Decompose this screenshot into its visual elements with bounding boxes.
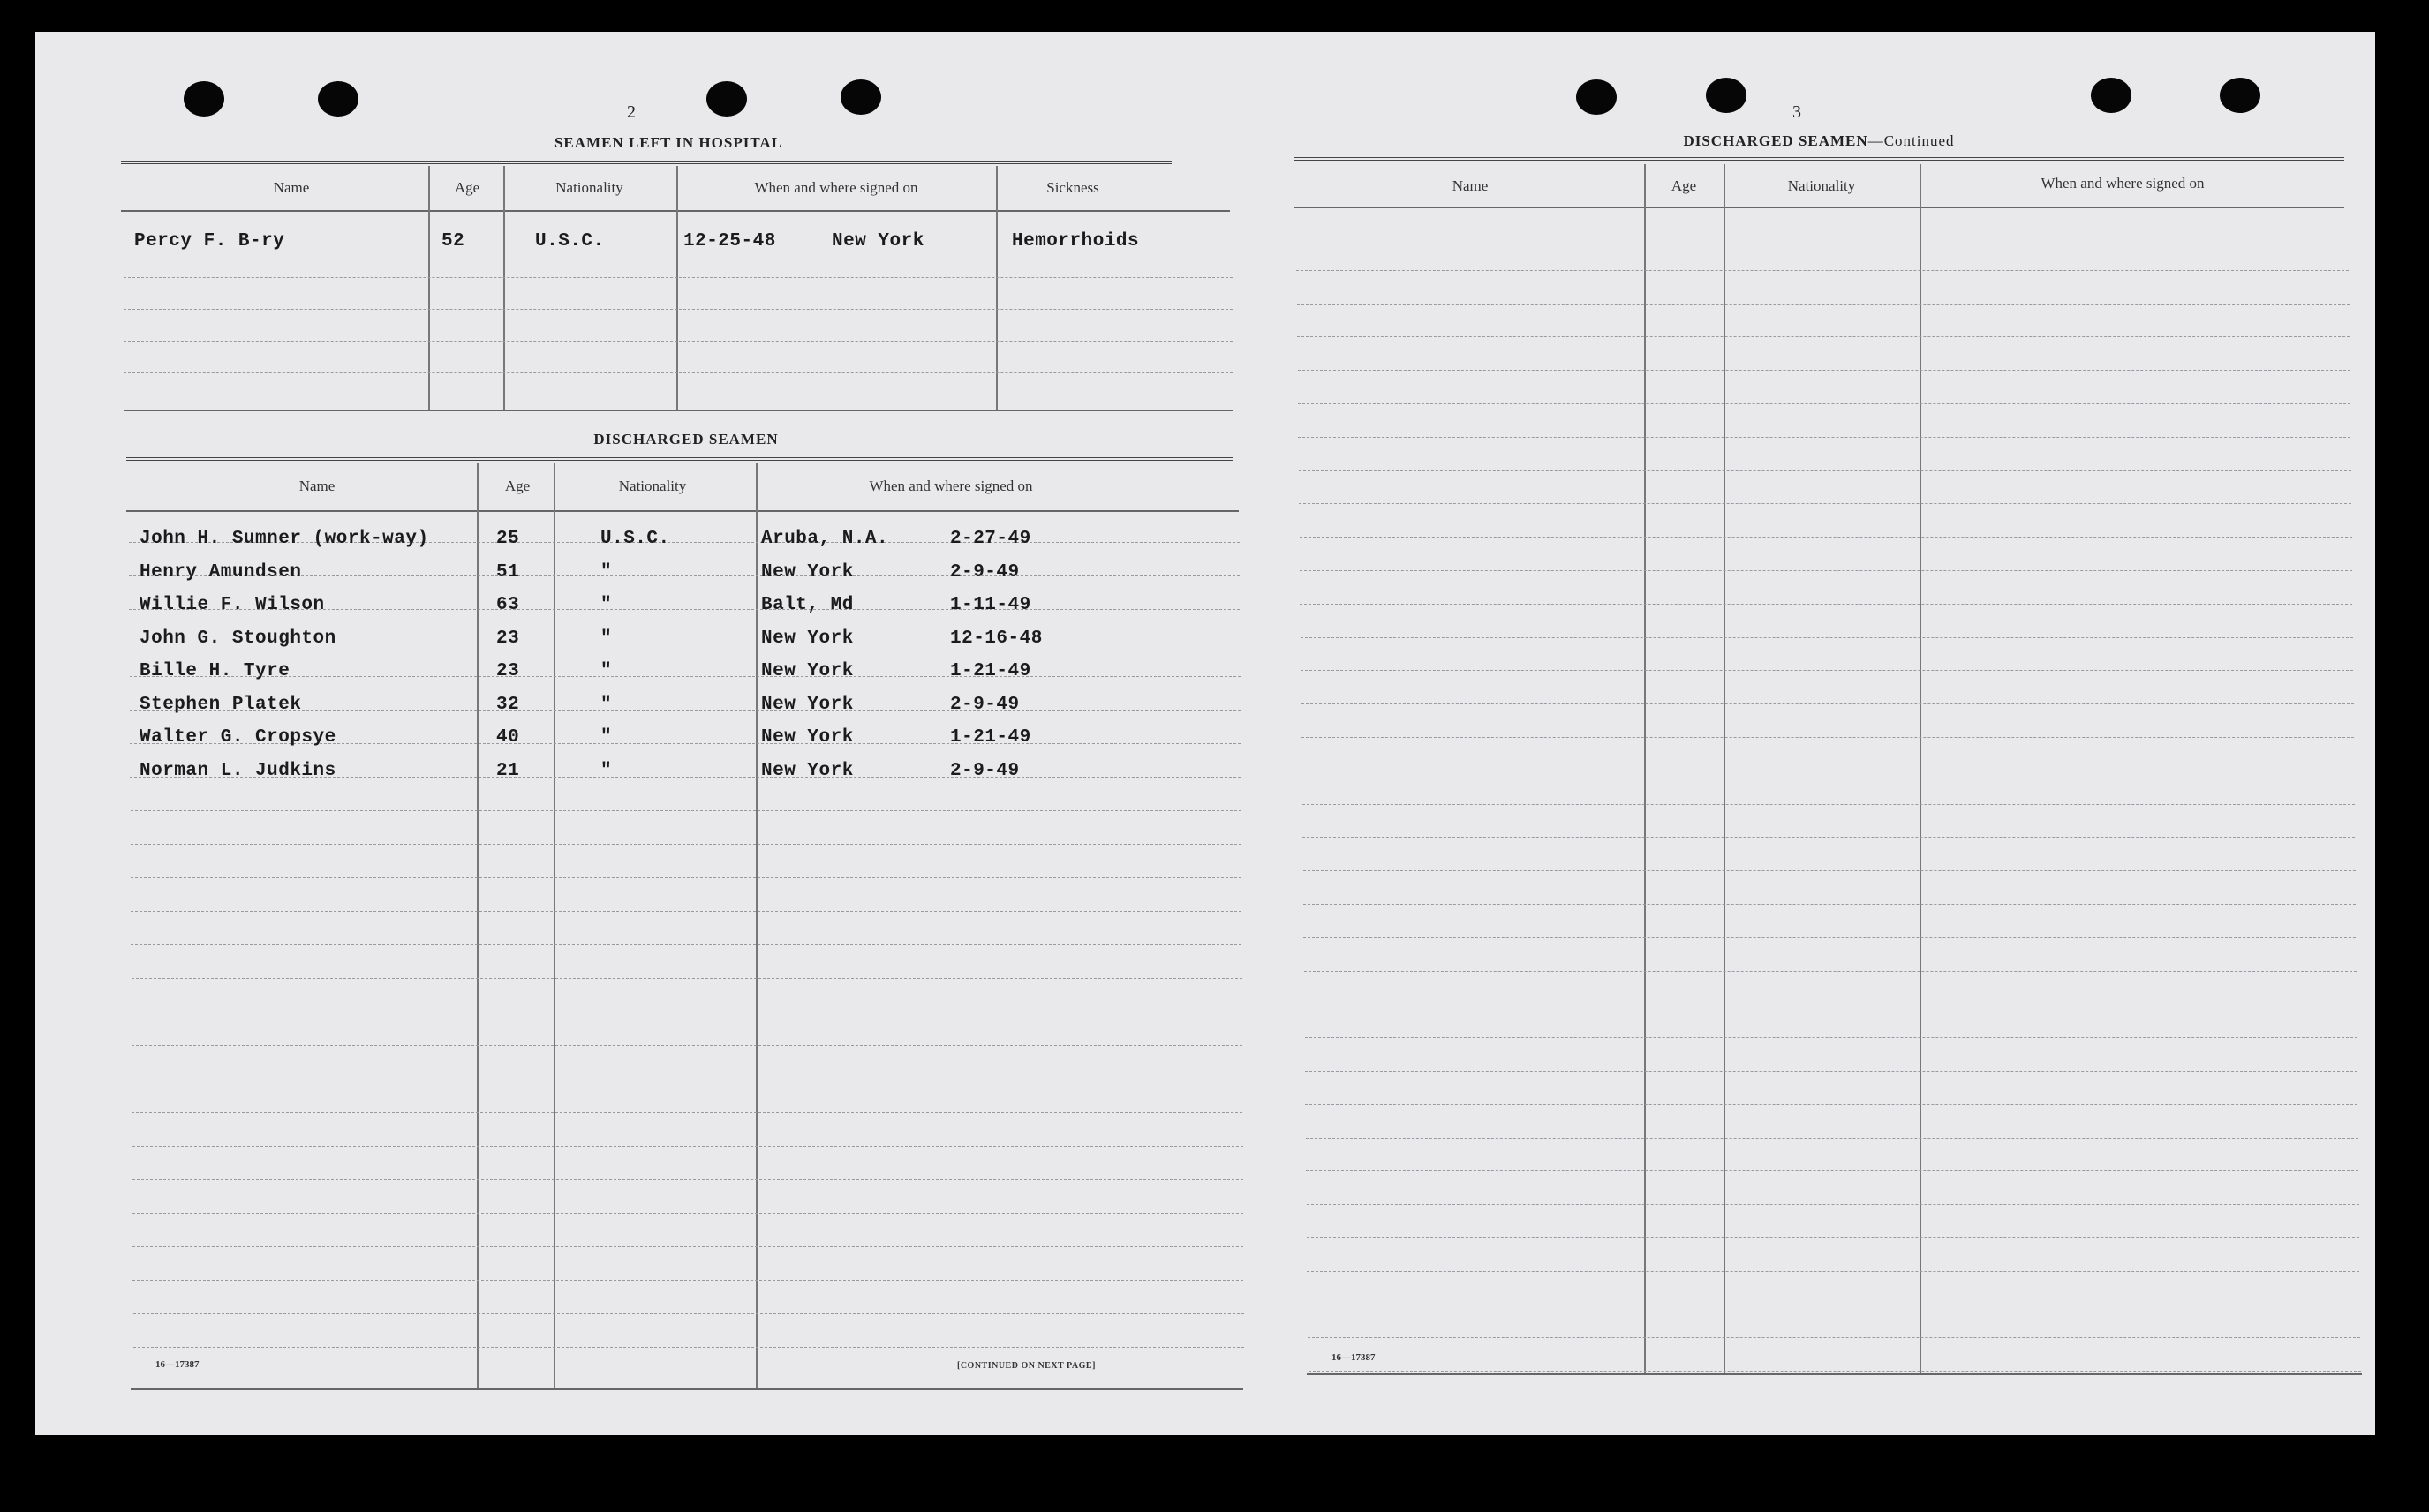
right-row-line [1298, 437, 2350, 438]
right-row-line [1306, 1170, 2358, 1171]
right-row-line [1303, 870, 2356, 871]
discharged-date: 2-27-49 [950, 529, 1031, 549]
hospital-date: 12-25-48 [683, 231, 776, 252]
discharged-date: 1-21-49 [950, 661, 1031, 681]
hospital-top-rule [121, 161, 1172, 164]
continued-note: [CONTINUED ON NEXT PAGE] [957, 1361, 1096, 1371]
hospital-section-title: SEAMEN LEFT IN HOSPITAL [554, 134, 783, 151]
discharged-name: John H. Sumner (work-way) [140, 529, 429, 549]
discharged-row-line [132, 1146, 1243, 1147]
discharged-place: New York [761, 561, 854, 583]
hospital-age: 52 [441, 231, 465, 252]
right-header-nationality: Nationality [1787, 177, 1856, 194]
right-row-line [1307, 1271, 2359, 1272]
discharged-nationality: U.S.C. [600, 529, 670, 549]
right-row-line [1301, 737, 2354, 738]
hospital-header-name: Name [273, 179, 310, 196]
discharged-age: 63 [496, 595, 520, 615]
discharged-age: 51 [496, 561, 520, 583]
discharged-section-title: DISCHARGED SEAMEN [593, 431, 779, 448]
discharged-age: 23 [496, 628, 520, 649]
hospital-header-age: Age [454, 179, 480, 196]
right-title-main: DISCHARGED SEAMEN [1683, 132, 1868, 149]
discharged-place: New York [761, 694, 854, 715]
discharged-place: New York [761, 727, 854, 748]
discharged-row-line [132, 1246, 1243, 1247]
right-top-rule [1294, 157, 2344, 161]
punch-hole [841, 79, 881, 115]
discharged-row-line [130, 676, 1241, 677]
right-section-title [1289, 132, 2349, 150]
discharged-row-line [133, 1313, 1244, 1314]
right-row-line [1299, 470, 2351, 471]
discharged-row-line [131, 944, 1241, 945]
discharged-name: Stephen Platek [140, 694, 302, 715]
discharged-name: Willie F. Wilson [140, 595, 325, 615]
right-row-line [1305, 1071, 2357, 1072]
right-row-line [1307, 1237, 2359, 1238]
discharged-col-divider [554, 463, 555, 1389]
discharged-col-divider [756, 463, 758, 1389]
right-row-line [1301, 703, 2354, 704]
right-row-line [1304, 971, 2357, 972]
hospital-header-nationality: Nationality [555, 179, 623, 196]
discharged-row-line [131, 810, 1241, 811]
right-row-line [1305, 1104, 2357, 1105]
right-row-line [1299, 503, 2351, 504]
discharged-col-divider [477, 463, 479, 1389]
hospital-header-sickness: Sickness [1046, 179, 1099, 196]
discharged-row-line [132, 1179, 1243, 1180]
discharged-date: 12-16-48 [950, 628, 1043, 649]
discharged-top-rule [126, 457, 1233, 461]
discharged-row-line [131, 877, 1241, 878]
discharged-name: Walter G. Cropsye [140, 727, 336, 748]
hospital-bottom-rule [124, 410, 1233, 411]
hospital-row-line [124, 309, 1233, 310]
hospital-nationality: U.S.C. [535, 231, 605, 252]
punch-hole [184, 81, 224, 117]
discharged-date: 1-21-49 [950, 727, 1031, 748]
right-row-line [1303, 904, 2356, 905]
discharged-nationality: " [600, 561, 613, 583]
right-header-name: Name [1452, 177, 1489, 194]
discharged-nationality: " [600, 760, 613, 781]
right-row-line [1300, 604, 2352, 605]
discharged-date: 1-11-49 [950, 595, 1031, 615]
right-row-line [1298, 403, 2350, 404]
form-number-right: 16—17387 [1331, 1352, 1376, 1363]
right-header-signed-on: When and where signed on [2041, 175, 2205, 192]
discharged-header-rule [126, 510, 1239, 512]
right-header-age: Age [1671, 177, 1697, 194]
discharged-nationality: " [600, 628, 613, 649]
discharged-nationality: " [600, 694, 613, 715]
discharged-nationality: " [600, 727, 613, 748]
hospital-header-rule [121, 210, 1230, 212]
hospital-row-line [124, 341, 1233, 342]
manifest-sheet [35, 32, 2375, 1435]
discharged-row-line [133, 1347, 1244, 1348]
right-col-divider [1920, 164, 1921, 1373]
discharged-name: Norman L. Judkins [140, 760, 336, 781]
right-col-divider [1724, 164, 1725, 1373]
discharged-nationality: " [600, 661, 613, 681]
punch-hole [2220, 78, 2260, 113]
form-number-left: 16—17387 [155, 1359, 200, 1370]
hospital-col-divider [996, 166, 998, 411]
discharged-row-line [132, 1280, 1243, 1281]
punch-hole [318, 81, 358, 117]
hospital-col-divider [676, 166, 678, 411]
page-number-left: 2 [627, 102, 636, 122]
discharged-name: John G. Stoughton [140, 628, 336, 649]
right-row-line [1302, 804, 2355, 805]
discharged-date: 2-9-49 [950, 760, 1020, 781]
discharged-age: 21 [496, 760, 520, 781]
punch-hole [1706, 78, 1746, 113]
discharged-nationality: " [600, 595, 613, 615]
discharged-place: Balt, Md [761, 595, 854, 615]
right-title-suffix: —Continued [1867, 132, 1955, 149]
right-row-line [1297, 336, 2350, 337]
right-header-rule [1294, 207, 2344, 208]
discharged-header-signed-on: When and where signed on [869, 478, 1033, 494]
discharged-place: New York [761, 760, 854, 781]
discharged-bottom-rule [131, 1388, 1243, 1390]
right-row-line [1307, 1204, 2359, 1205]
right-bottom-rule [1307, 1373, 2362, 1375]
discharged-place: New York [761, 628, 854, 649]
right-row-line [1298, 370, 2350, 371]
right-col-divider [1644, 164, 1646, 1373]
hospital-col-divider [428, 166, 430, 411]
hospital-col-divider [503, 166, 505, 411]
right-row-line [1301, 637, 2353, 638]
discharged-header-nationality: Nationality [618, 478, 687, 494]
right-row-line [1297, 304, 2350, 305]
discharged-row-line [132, 1045, 1242, 1046]
page-number-right: 3 [1792, 102, 1801, 122]
discharged-row-line [131, 844, 1241, 845]
right-row-line [1305, 1037, 2357, 1038]
punch-hole [1576, 79, 1617, 115]
right-row-line [1303, 937, 2356, 938]
discharged-age: 25 [496, 529, 520, 549]
hospital-name: Percy F. B-ry [134, 231, 285, 252]
hospital-row-line [124, 277, 1233, 278]
discharged-date: 2-9-49 [950, 561, 1020, 583]
discharged-header-age: Age [504, 478, 531, 494]
discharged-name: Bille H. Tyre [140, 661, 290, 681]
right-row-line [1300, 537, 2352, 538]
right-row-line [1300, 570, 2352, 571]
discharged-place: Aruba, N.A. [761, 529, 889, 549]
discharged-age: 32 [496, 694, 520, 715]
right-row-line [1309, 1371, 2361, 1372]
discharged-header-name: Name [298, 478, 336, 494]
right-row-line [1301, 670, 2353, 671]
discharged-row-line [132, 1112, 1242, 1113]
hospital-row-line [124, 372, 1233, 373]
hospital-place: New York [832, 231, 924, 252]
discharged-place: New York [761, 661, 854, 681]
discharged-row-line [132, 978, 1242, 979]
discharged-age: 40 [496, 727, 520, 748]
punch-hole [706, 81, 747, 117]
discharged-row-line [131, 911, 1241, 912]
right-row-line [1308, 1337, 2360, 1338]
discharged-name: Henry Amundsen [140, 561, 302, 583]
right-row-line [1302, 837, 2355, 838]
discharged-age: 23 [496, 661, 520, 681]
right-row-line [1306, 1138, 2358, 1139]
right-row-line [1296, 270, 2349, 271]
hospital-header-signed-on: When and where signed on [754, 179, 918, 196]
punch-hole [2091, 78, 2131, 113]
hospital-sickness: Hemorrhoids [1012, 231, 1140, 252]
discharged-row-line [132, 1213, 1243, 1214]
discharged-date: 2-9-49 [950, 694, 1020, 715]
